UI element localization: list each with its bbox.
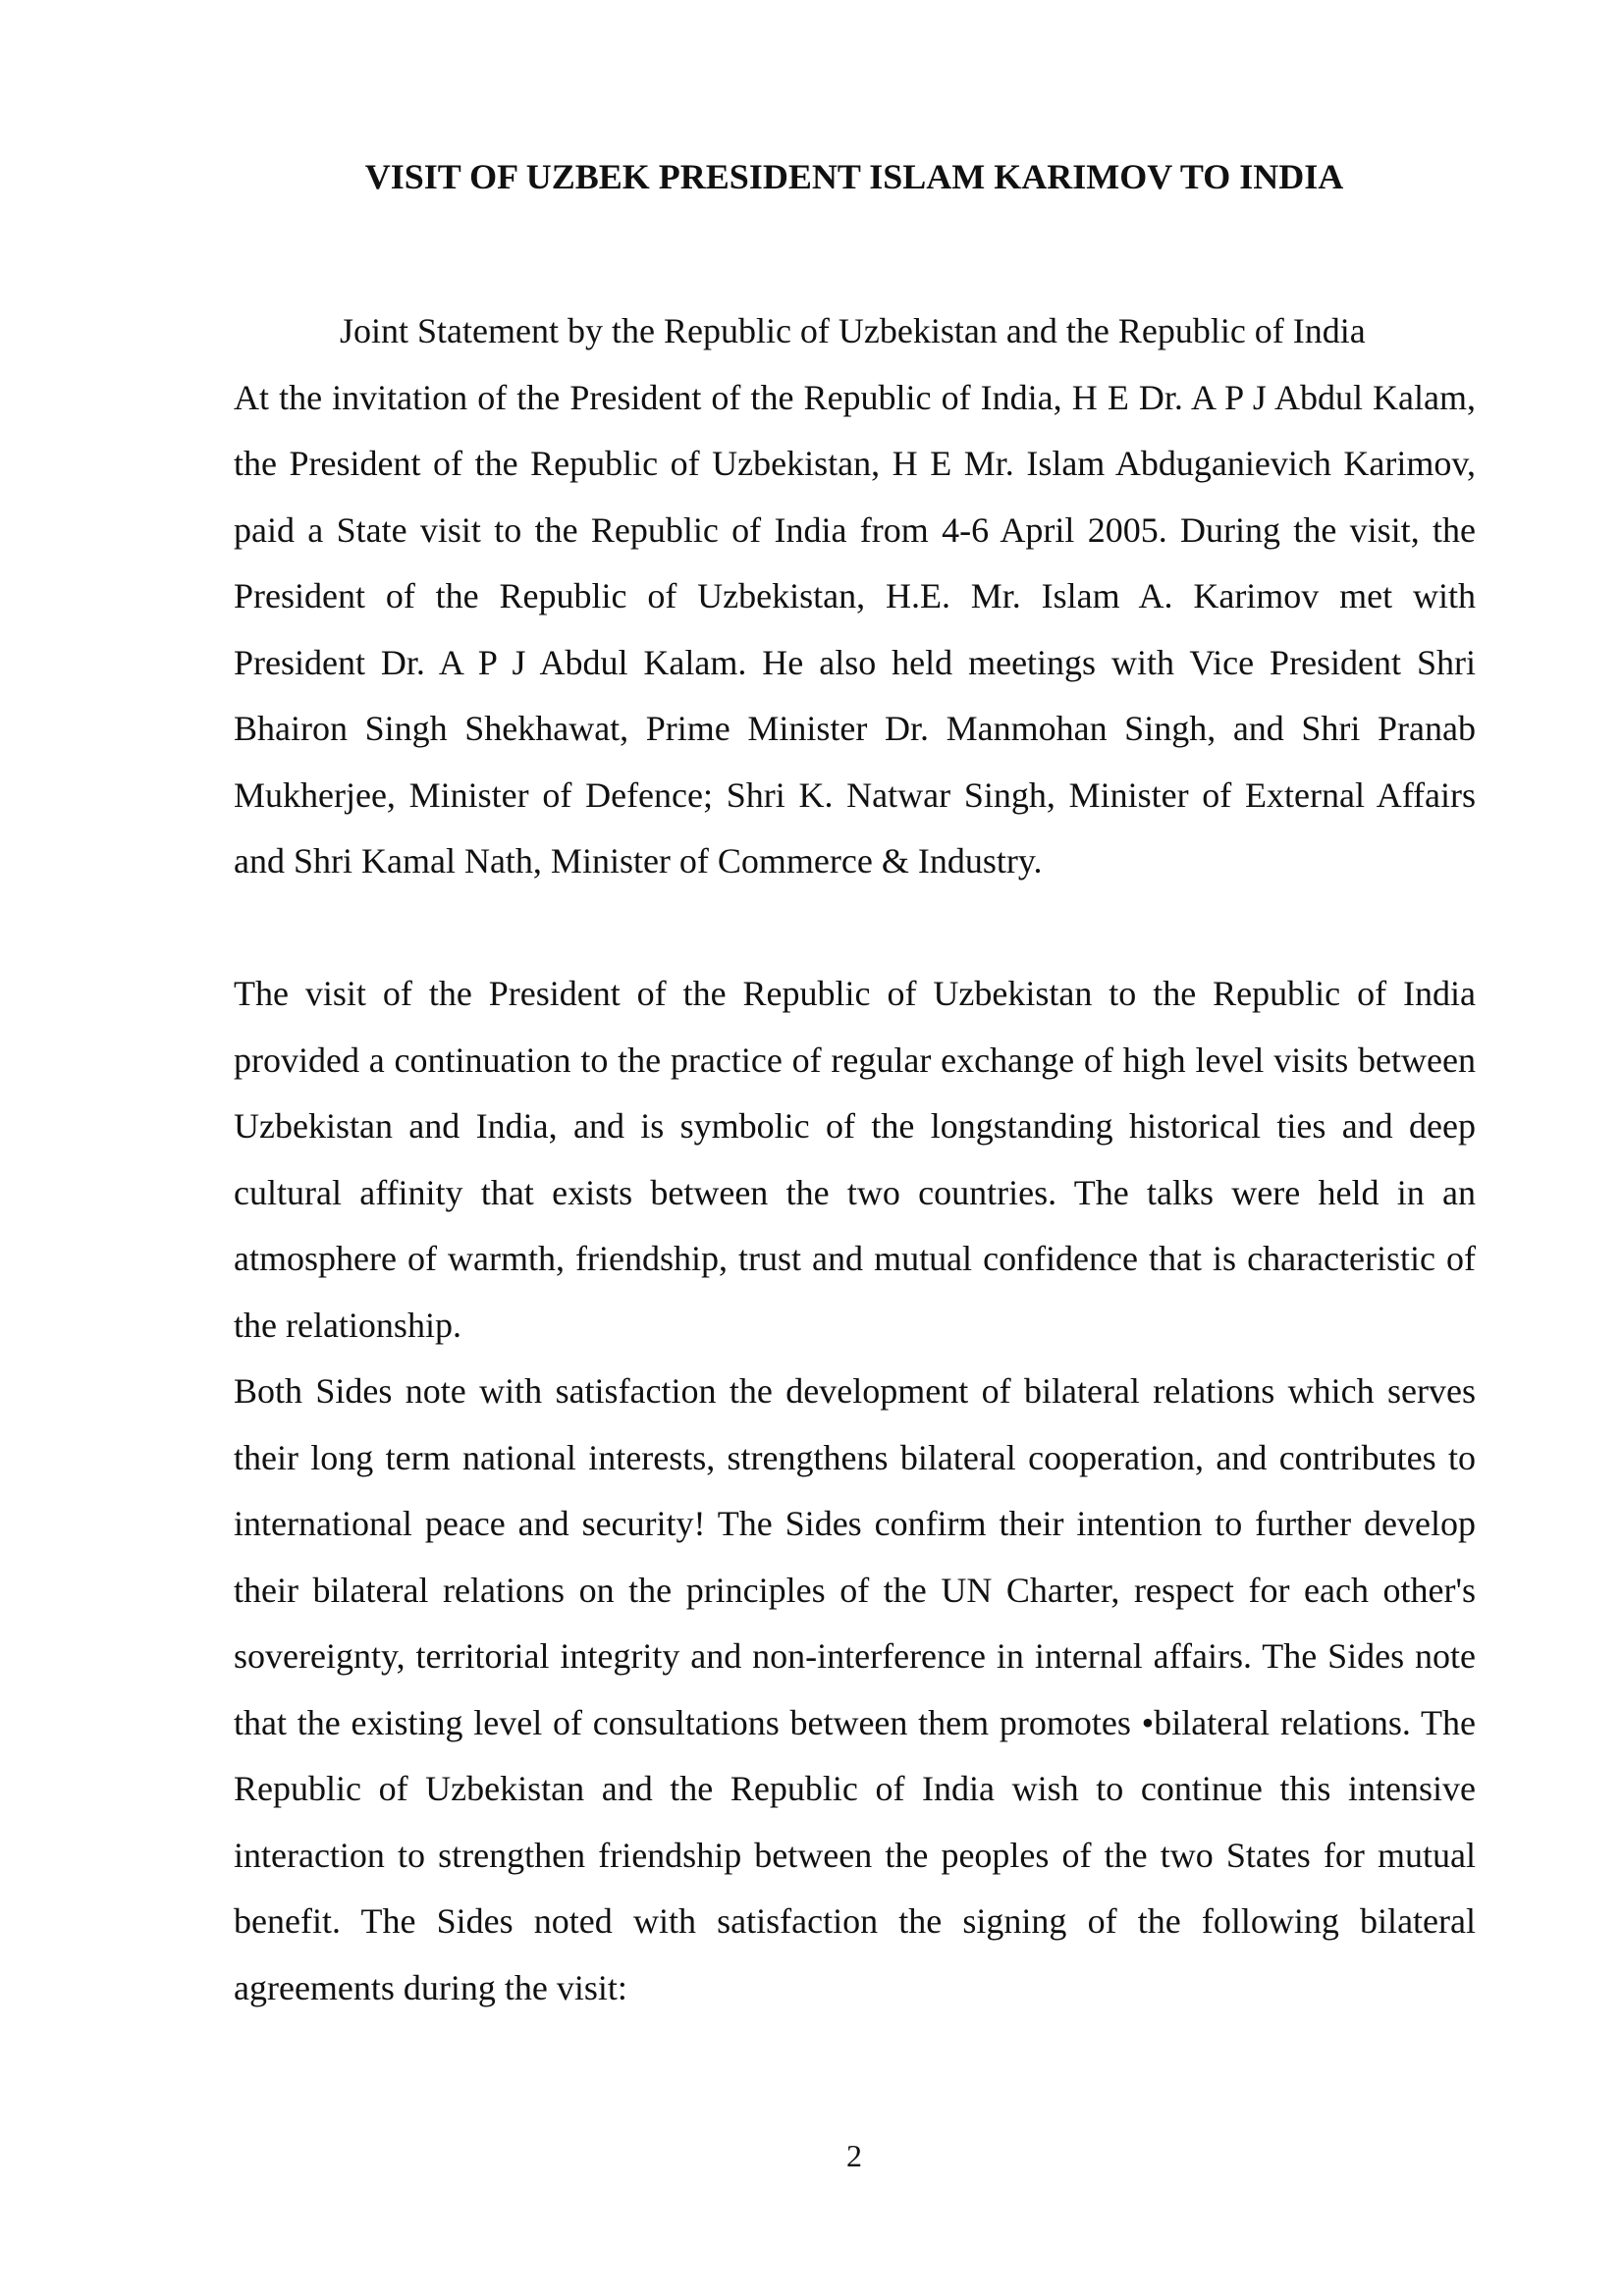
paragraph-visit: The visit of the President of the Republic of Uzbekistan to the Republic of India provided a continuation to the practice of regular exchange of high level visits between Uzbekistan and India, and is symbolic of the longstanding historical ties and deep cultural affinity that exists between the two countries. The talks were held in an atmosphere of warmth, friendship, trust and mutual confidence that is characteristic of the relationship. [234,974,1476,1345]
paragraph-gap [234,895,1476,962]
page-number: 2 [846,2138,862,2173]
document-body [234,298,1476,2021]
document-title: VISIT OF UZBEK PRESIDENT ISLAM KARIMOV TO INDIA [364,157,1344,196]
paragraph-bilateral-relations: Both Sides note with satisfaction the development of bilateral relations which serves their long term national interests, strengthens bilateral cooperation, and contributes to international peace and security! The Sides confirm their intention to further develop their bilateral relations on the principles of the UN Charter, respect for each other's sovereignty, territorial integrity and non-interference in internal affairs. The Sides note that the existing level of consultations between them promotes •bilateral relations. The Republic of Uzbekistan and the Republic of India wish to continue this intensive interaction to strengthen friendship between the peoples of the two States for mutual benefit. The Sides noted with satisfaction the signing of the following bilateral agreements during the visit: [234,1371,1476,2007]
joint-statement-subheading: Joint Statement by the Republic of Uzbekistan and the Republic of India [340,311,1366,350]
paragraph-invitation: At the invitation of the President of the Republic of India, H E Dr. A P J Abdul Kalam, the President of the Republic of Uzbekistan, H E Mr. Islam Abduganievich Karimov, paid a State visit to the Republic of India from 4-6 April 2005. During the visit, the President of the Republic of Uzbekistan, H.E. Mr. Islam A. Karimov met with President Dr. A P J Abdul Kalam. He also held meetings with Vice President Shri Bhairon Singh Shekhawat, Prime Minister Dr. Manmohan Singh, and Shri Pranab Mukherjee, Minister of Defence; Shri K. Natwar Singh, Minister of External Affairs and Shri Kamal Nath, Minister of Commerce & Industry. [234,377,1476,881]
